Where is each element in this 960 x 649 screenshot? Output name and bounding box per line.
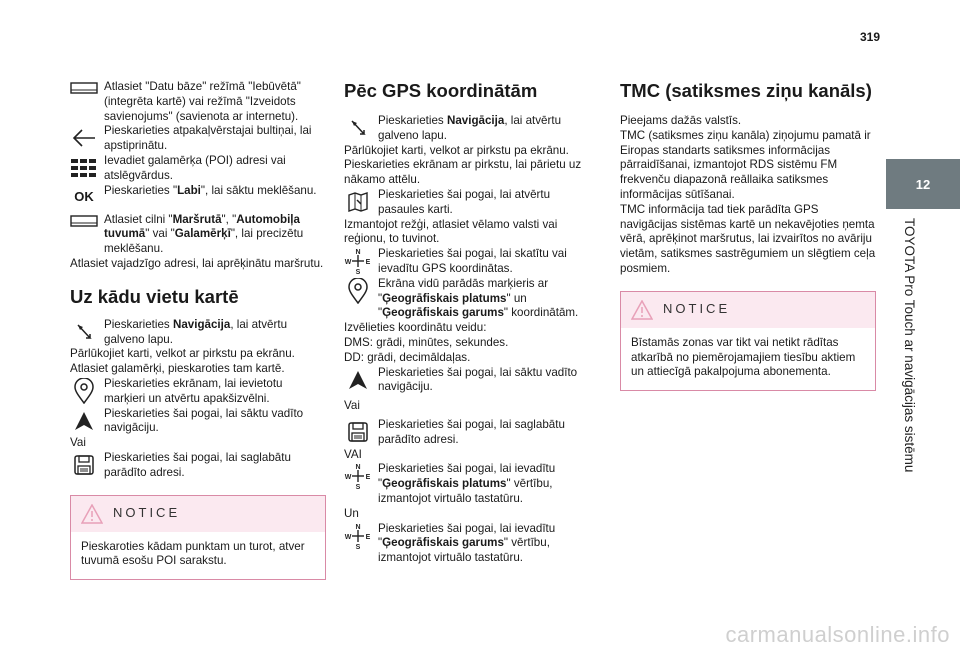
map-pin-icon bbox=[70, 377, 98, 405]
tmc-info-text: TMC informācija tad tiek parādīta GPS navigācijas sistēmas kartē un nekavējoties ņemta vērā, aprēķinot maršrutus, lai izvairītos no avāriju vietām, satiksmes sastrēgumiem un slēgtiem ceļa posmiem. bbox=[620, 202, 876, 275]
list-item bbox=[70, 183, 326, 205]
compass-icon bbox=[344, 462, 372, 490]
marker-coords-text: Ekrāna vidū parādās marķieris ar "Ģeogrāfiskais platums" un "Ģeogrāfiskais garums" koordinātām. bbox=[378, 276, 579, 320]
notice-header bbox=[71, 496, 325, 532]
open-nav-text: Pieskarieties Navigācija, lai atvērtu galveno lapu. bbox=[104, 317, 288, 346]
start-guidance-icon bbox=[70, 407, 98, 435]
svg-text:E: E bbox=[365, 259, 371, 267]
tab-bar-icon bbox=[70, 213, 98, 229]
next-image-text: Pieskarieties ekrānam ar pirkstu, lai pārietu uz nākamo attēlu. bbox=[344, 158, 582, 187]
save-floppy-icon bbox=[70, 451, 98, 479]
confirm-text: Pieskarieties atpakaļvērstajai bultiņai, lai apstiprinātu. bbox=[104, 124, 312, 153]
list-item bbox=[70, 451, 326, 481]
section-heading-map: Uz kādu vietu kartē bbox=[70, 285, 239, 307]
tmc-description-text: TMC (satiksmes ziņu kanāla) ziņojumu pamatā ir Eiropas standarts satiksmes informācijas pārraidīšanai, izmantojot RDS sistēmu FM frekvenču diapazonā reāllaika satiksmes informācijas sūtīšanai. bbox=[620, 128, 871, 201]
refine-search-text: Atlasiet cilni "Maršrutā", "Automobiļa tuvumā" vai "Galamērķī", lai precizētu meklēšanu. bbox=[104, 212, 304, 256]
notice-title: NOTICE bbox=[113, 505, 181, 521]
notice-text: Pieskaroties kādam punktam un turot, atver tuvumā esošu POI sarakstu. bbox=[81, 539, 305, 568]
place-marker-text: Pieskarieties ekrānam, lai ievietotu marķieri un atvērtu apakšizvēlni. bbox=[104, 376, 283, 405]
page-number: 319 bbox=[860, 30, 881, 44]
open-nav-text: Pieskarieties Navigācija, lai atvērtu galveno lapu. bbox=[378, 114, 562, 142]
keypad-grid-icon bbox=[70, 154, 98, 182]
list-item bbox=[70, 80, 326, 124]
list-item bbox=[70, 213, 326, 257]
dd-text: DD: grādi, decimāldaļas. bbox=[344, 350, 471, 364]
svg-text:S: S bbox=[355, 269, 361, 276]
svg-text:W: W bbox=[344, 474, 352, 482]
svg-text:N: N bbox=[355, 464, 361, 472]
chapter-title: TOYOTA Pro Touch ar navigācijas sistēmu bbox=[902, 218, 917, 473]
list-item bbox=[344, 462, 584, 506]
notice-title: NOTICE bbox=[663, 301, 731, 317]
list-item bbox=[70, 124, 326, 154]
select-destination-text: Atlasiet galamērķi, pieskaroties tam kartē. bbox=[70, 362, 285, 376]
svg-text:N: N bbox=[355, 523, 361, 531]
notice-box bbox=[70, 495, 326, 581]
world-map-icon bbox=[344, 188, 372, 216]
start-nav-text: Pieskarieties šai pogai, lai sāktu vadīto navigāciju. bbox=[378, 365, 578, 394]
svg-text:S: S bbox=[355, 484, 361, 491]
watermark: carmanualsonline.info bbox=[725, 622, 950, 647]
list-item bbox=[344, 247, 584, 277]
or-text: Vai bbox=[70, 436, 86, 450]
availability-text: Pieejams dažās valstīs. bbox=[620, 114, 742, 127]
list-item bbox=[70, 377, 326, 407]
save-address-text: Pieskarieties šai pogai, lai saglabātu parādīto adresi. bbox=[378, 417, 565, 446]
start-guidance-icon bbox=[344, 366, 372, 394]
list-item bbox=[344, 522, 584, 566]
gps-coords-text: Pieskarieties šai pogai, lai skatītu vai ievadītu GPS koordinātas. bbox=[378, 247, 567, 275]
chapter-tab bbox=[886, 159, 960, 209]
warning-icon bbox=[81, 504, 103, 524]
select-country-text: Izmantojot režģi, atlasiet vēlamo valsti vai reģionu, to tuvinot. bbox=[344, 217, 558, 246]
back-arrow-icon bbox=[70, 124, 98, 152]
input-field-icon bbox=[70, 80, 98, 96]
or-text-caps: VAI bbox=[344, 447, 362, 461]
navigation-arrow-icon bbox=[344, 114, 372, 142]
section-heading-tmc: TMC (satiksmes ziņu kanāls) bbox=[620, 80, 872, 101]
longitude-entry-text: Pieskarieties šai pogai, lai ievadītu "Ģeogrāfiskais garums" vērtību, izmantojot virtuālo tastatūru. bbox=[378, 521, 556, 565]
list-item bbox=[344, 366, 584, 396]
open-world-map-text: Pieskarieties šai pogai, lai atvērtu pasaules karti. bbox=[378, 187, 551, 216]
db-mode-text: Atlasiet "Datu bāze" režīmā "Iebūvētā" (integrēta kartē) vai režīmā "Izveidots savienojums" (savienota ar internetu). bbox=[104, 80, 301, 123]
list-item bbox=[344, 188, 584, 218]
save-floppy-icon bbox=[344, 418, 372, 446]
list-item bbox=[70, 407, 326, 437]
column-3 bbox=[620, 80, 876, 391]
svg-text:S: S bbox=[355, 543, 361, 550]
list-item bbox=[70, 154, 326, 184]
svg-text:N: N bbox=[355, 249, 361, 257]
column-2 bbox=[344, 80, 584, 566]
warning-icon bbox=[631, 300, 653, 320]
navigation-arrow-icon bbox=[70, 318, 98, 346]
ok-button-label: OK bbox=[74, 189, 94, 205]
compass-icon bbox=[344, 247, 372, 275]
map-pin-icon bbox=[344, 277, 372, 305]
chapter-number: 12 bbox=[915, 176, 931, 192]
dms-text: DMS: grādi, minūtes, sekundes. bbox=[344, 335, 509, 349]
or-text: Vai bbox=[344, 399, 360, 413]
save-address-text: Pieskarieties šai pogai, lai saglabātu parādīto adresi. bbox=[104, 450, 291, 479]
browse-map-text: Pārlūkojiet karti, velkot ar pirkstu pa ekrānu. bbox=[344, 143, 569, 157]
svg-text:E: E bbox=[365, 533, 371, 541]
svg-text:W: W bbox=[344, 533, 352, 541]
enter-address-text: Ievadiet galamērķa (POI) adresi vai atslēgvārdus. bbox=[104, 153, 286, 182]
list-item bbox=[344, 114, 584, 144]
svg-text:W: W bbox=[344, 259, 352, 267]
section-heading-gps: Pēc GPS koordinātām bbox=[344, 80, 538, 101]
browse-map-text: Pārlūkojiet karti, velkot ar pirkstu pa ekrānu. bbox=[70, 347, 295, 361]
list-item bbox=[344, 277, 584, 321]
start-nav-text: Pieskarieties šai pogai, lai sāktu vadīto navigāciju. bbox=[104, 406, 304, 435]
notice-box bbox=[620, 291, 876, 391]
column-1 bbox=[70, 80, 326, 580]
list-item bbox=[70, 318, 326, 348]
compass-icon bbox=[344, 522, 372, 550]
select-address-text: Atlasiet vajadzīgo adresi, lai aprēķinātu maršrutu. bbox=[70, 256, 324, 270]
list-item bbox=[344, 418, 584, 448]
svg-text:E: E bbox=[365, 474, 371, 482]
notice-text: Bīstamās zonas var tikt vai netikt rādītas atkarībā no piemērojamajiem tiesību aktiem un attiecīgā pakalpojuma abonementa. bbox=[631, 335, 856, 379]
notice-header bbox=[621, 292, 875, 328]
coord-type-text: Izvēlieties koordinātu veidu: bbox=[344, 321, 487, 335]
and-text: Un bbox=[344, 506, 359, 520]
start-search-text: Pieskarieties "Labi", lai sāktu meklēšanu. bbox=[104, 183, 317, 197]
latitude-entry-text: Pieskarieties šai pogai, lai ievadītu "Ģeogrāfiskais platums" vērtību, izmantojot virtuālo tastatūru. bbox=[378, 462, 556, 505]
